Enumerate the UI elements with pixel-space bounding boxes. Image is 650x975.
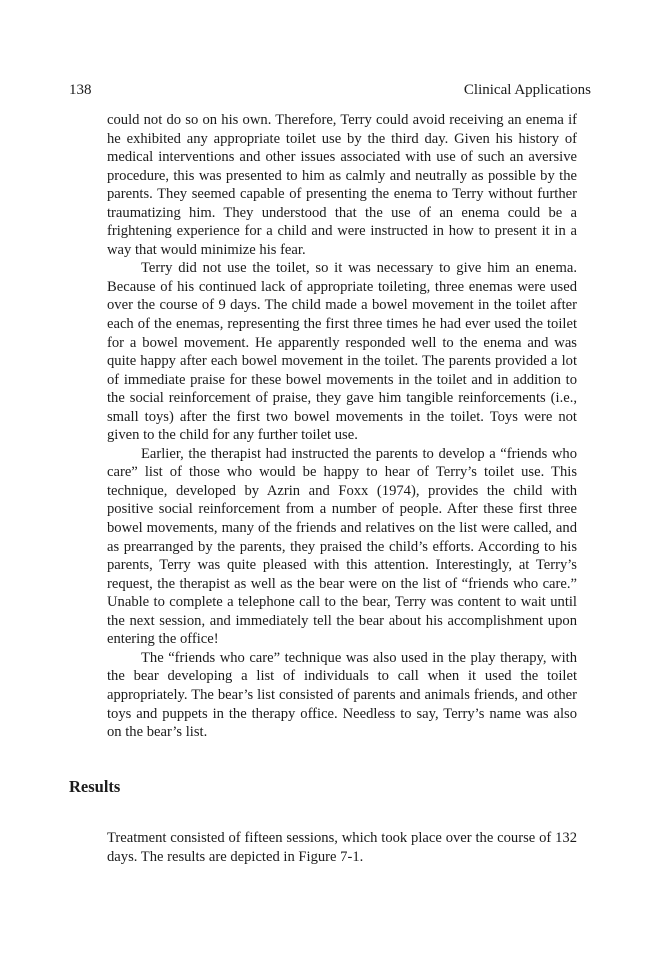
paragraph-bear-list: The “friends who care” technique was also used in the play therapy, with the bear developing a list of individuals to call when it used the toilet appropriately. The bear’s list consisted of parents and animals friends, and other toys and puppets in the therapy office. Needless to say, Terry’s name was also on the bear’s list. (107, 649, 577, 741)
paragraph-continued: could not do so on his own. Therefore, Terry could avoid receiving an enema if he exhibited any appropriate toilet use by the third day. Given his history of medical interventions and other issues associated with use of such an aversive procedure, this was presented to him as calmly and neutrally as possible by the parents. They seemed capable of presenting the enema to Terry without further traumatizing him. They understood that the use of an enema could be a frightening experience for a child and were instructed in how to present it in a way that would minimize his fear. (107, 112, 577, 258)
body-text (107, 111, 577, 742)
running-head: Clinical Applications (463, 82, 591, 98)
page-number: 138 (69, 82, 92, 98)
paragraph-friends-who-care: Earlier, the therapist had instructed the parents to develop a “friends who care” list of those who would be happy to hear of Terry’s toilet use. This technique, developed by Azrin and Foxx (1974), provides the child with positive social reinforcement from a number of people. After these first three bowel movements, many of the friends and relatives on the list were called, and as prearranged by the parents, they praised the child’s efforts. According to his parents, Terry was quite pleased with this attention. Interestingly, at Terry’s request, the therapist as well as the bear were on the list of “friends who care.” Unable to complete a telephone call to the bear, Terry was content to wait until the next session, and immediately tell the bear about his accomplishment upon entering the office! (107, 445, 577, 648)
paragraph-results: Treatment consisted of fifteen sessions, which took place over the course of 132 days. The results are depicted in Figure 7-1. (107, 830, 577, 865)
page-header (69, 80, 591, 100)
paragraph-enema: Terry did not use the toilet, so it was necessary to give him an enema. Because of his continued lack of appropriate toileting, three enemas were used over the course of 9 days. The child made a bowel movement in the toilet after each of the enemas, representing the first three times he had ever used the toilet for a bowel movement. He apparently responded well to the enema and was quite happy after each bowel movement in the toilet. The parents provided a lot of immediate praise for these bowel movements in the toilet and in addition to the social reinforcement of praise, they gave him tangible reinforcements (i.e., small toys) after the first two bowel movements in the toilet. Toys were not given to the child for any further toilet use. (107, 260, 577, 444)
results-section (107, 829, 577, 866)
section-heading-results: Results (69, 777, 121, 796)
